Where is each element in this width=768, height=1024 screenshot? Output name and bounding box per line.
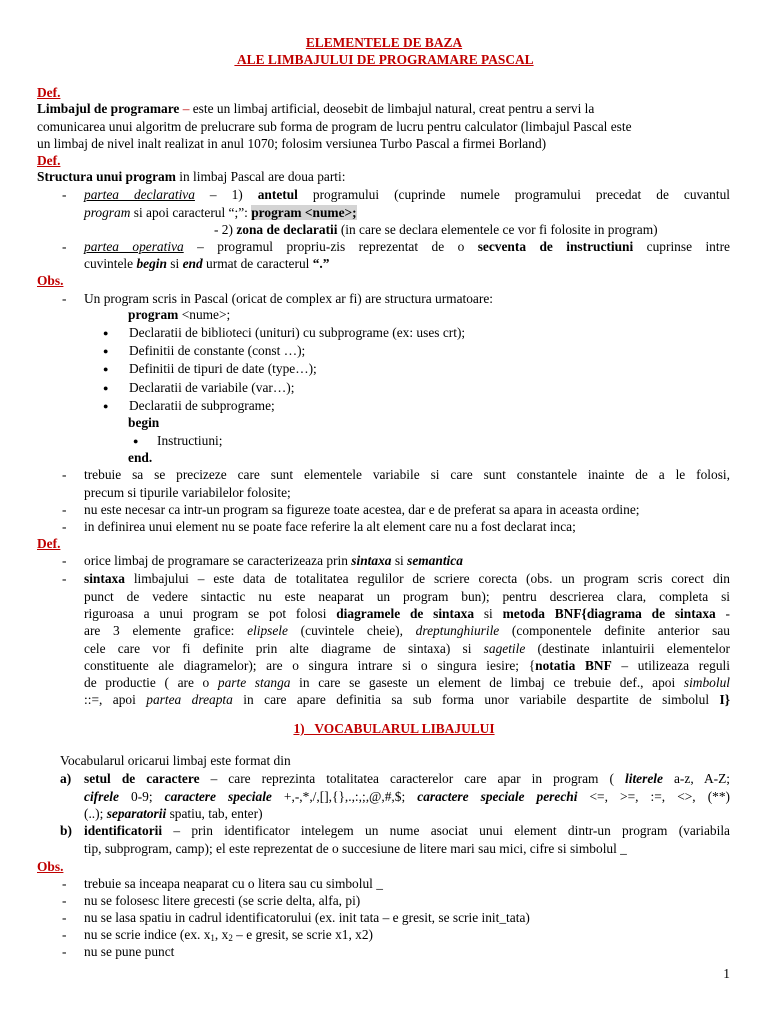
decl-line-3: - 2) zona de declaratii (in care se declara elementele ce vor fi folosite in program) (214, 222, 658, 237)
program-line: program <nume>; (128, 307, 231, 322)
obs-label: Obs. (37, 273, 64, 288)
intro-line-2: comunicarea unui algoritm de prelucrare sub forma de program de lucru pentru calculator (limbajul Pascal este (37, 119, 632, 134)
title-line-1: ELEMENTELE DE BAZA (305, 35, 463, 50)
def-label: Def. (37, 536, 61, 551)
obs-label: Obs. (37, 859, 64, 874)
decl-line-2: program si apoi caracterul “;”: program <nume>; (84, 205, 357, 220)
vocab-a-line-3: (..); separatorii spatiu, tab, enter) (84, 806, 263, 821)
begin-keyword: begin (128, 415, 160, 430)
title-line-2: ALE LIMBAJULUI DE PROGRAMARE PASCAL (234, 52, 534, 67)
intro-line-3: un limbaj de nivel inalt realizat in anul 1070; folosim versiunea Turbo Pascal a firmei Borland) (37, 136, 547, 151)
vocab-lead: Vocabularul oricarui limbaj este format din (60, 753, 291, 768)
def-label: Def. (37, 85, 61, 100)
oper-line-2: cuvintele begin si end urmat de caracterul “.” (84, 256, 330, 271)
intro-line-1: Limbajul de programare – este un limbaj artificial, deosebit de limbajul natural, creat pentru a servi la (37, 101, 595, 116)
page-number: 1 (723, 966, 730, 981)
structura-line: Structura unui program in limbaj Pascal are doua parti: (37, 169, 346, 184)
note-line: precum si tipurile variabilelor folosite; (84, 485, 291, 500)
vocab-b-line-2: tip, subprogram, camp); el este reprezentat de o succesiune de litere mari sau mici, cifre si simbolul _ (84, 841, 627, 856)
end-keyword: end. (128, 450, 153, 465)
def-label: Def. (37, 153, 61, 168)
section-heading: 1) VOCABULARUL LIBAJULUI (293, 721, 495, 736)
